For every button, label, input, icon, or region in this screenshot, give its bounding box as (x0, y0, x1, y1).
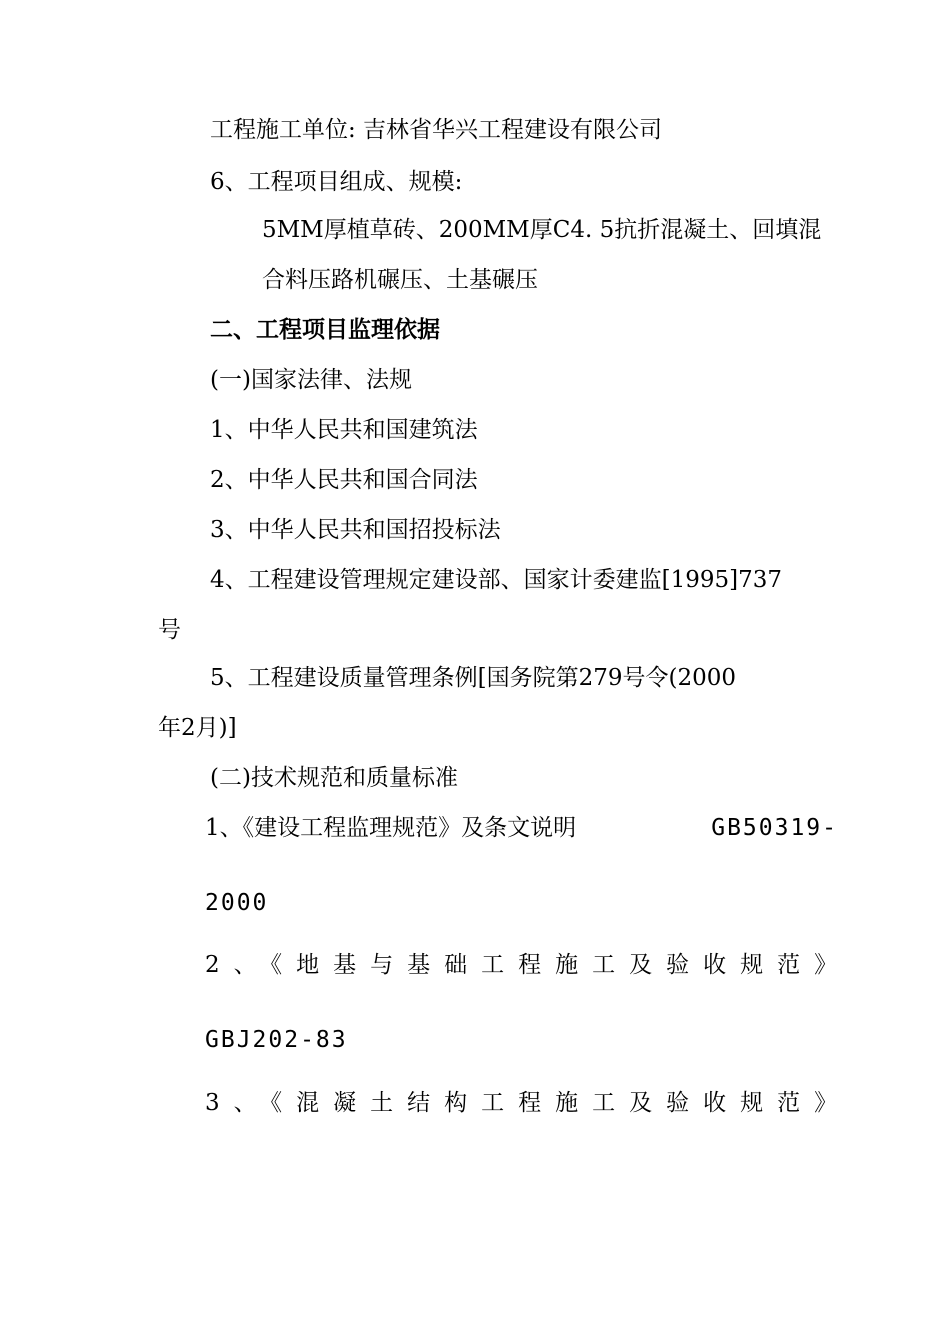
std-item-1-title: 1、《建设工程监理规范》及条文说明 (205, 815, 577, 841)
item6-heading: 6、工程项目组成、规模: (210, 169, 463, 195)
scale-line-1: 5MM厚植草砖、200MM厚C4. 5抗折混凝土、回填混 (262, 217, 822, 243)
std-item-3-title: 3、《混凝土结构工程施工及验收规范》 (205, 1090, 852, 1116)
sub1-heading: (一)国家法律、法规 (210, 367, 412, 393)
law-item-3: 3、中华人民共和国招投标法 (210, 517, 501, 543)
sub2-heading: (二)技术规范和质量标准 (210, 765, 458, 791)
law-item-5-line2: 年2月)] (158, 715, 237, 741)
std-item-2-code: GBJ202-83 (205, 1027, 348, 1053)
std-item-2-title: 2、《地基与基础工程施工及验收规范》 (205, 952, 852, 978)
law-item-4-line2: 号 (158, 617, 181, 643)
scale-line-2: 合料压路机碾压、土基碾压 (262, 267, 538, 293)
law-item-4-line1: 4、工程建设管理规定建设部、国家计委建监[1995]737 (210, 567, 783, 593)
law-item-5-line1: 5、工程建设质量管理条例[国务院第279号令(2000 (210, 665, 737, 691)
contractor-line: 工程施工单位: 吉林省华兴工程建设有限公司 (210, 117, 663, 143)
std-item-1-code-part1: GB50319- (711, 815, 838, 841)
std-item-1-code-part2: 2000 (205, 890, 269, 916)
law-item-2: 2、中华人民共和国合同法 (210, 467, 478, 493)
section2-heading: 二、工程项目监理依据 (210, 316, 440, 343)
law-item-1: 1、中华人民共和国建筑法 (210, 417, 478, 443)
